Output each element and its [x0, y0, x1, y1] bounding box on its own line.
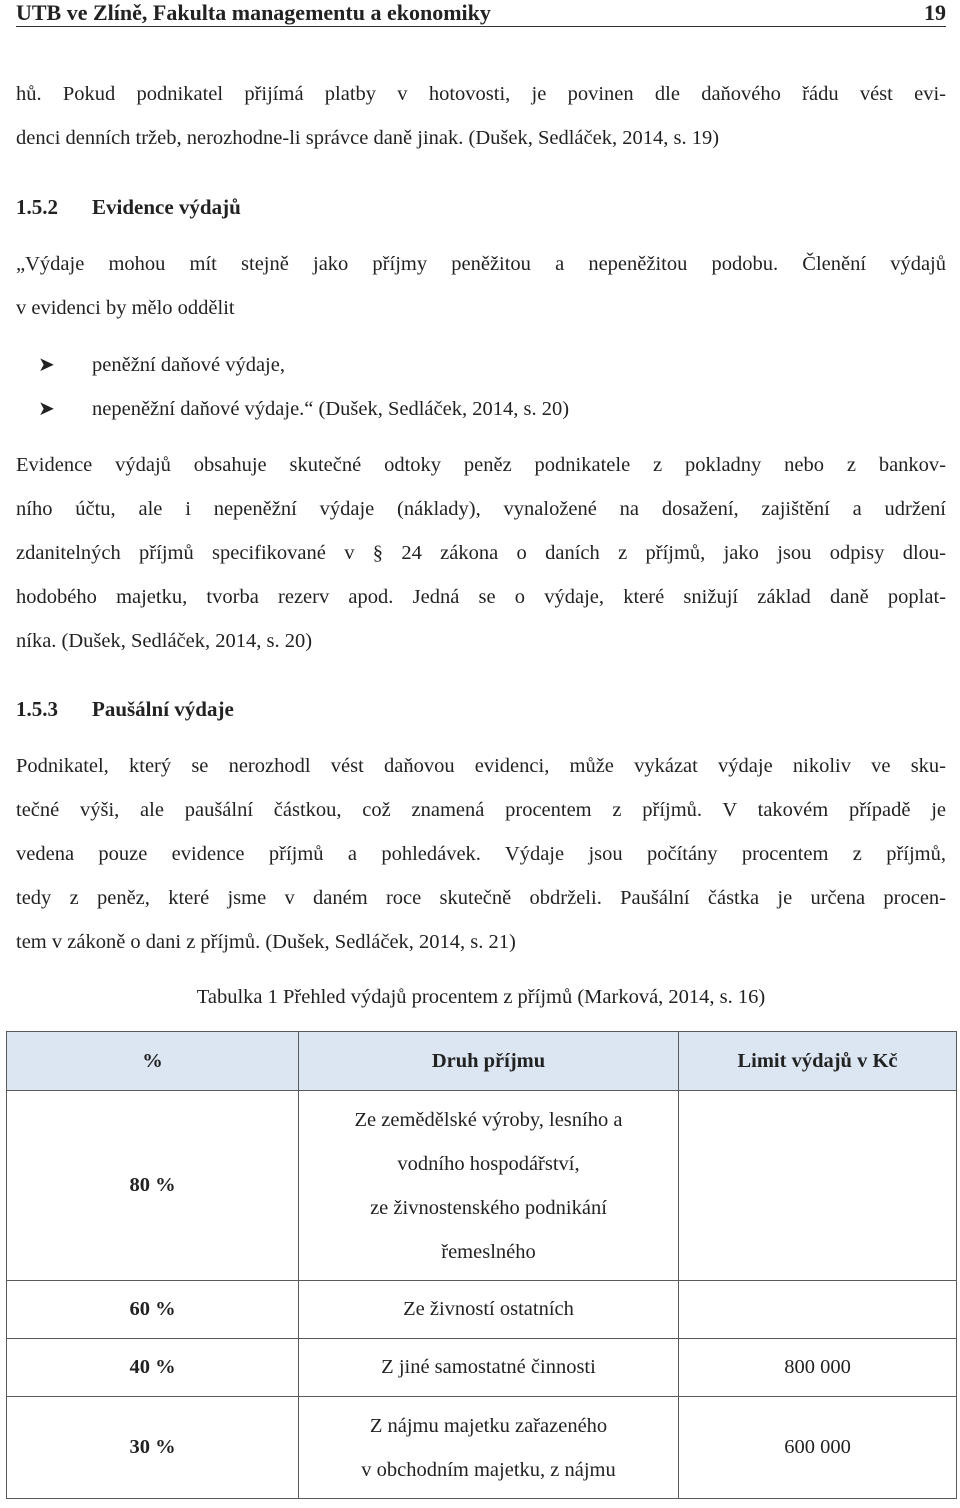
cell-line: řemeslného — [441, 1240, 536, 1263]
limit-cell — [679, 1091, 957, 1281]
percent-cell: 60 % — [7, 1281, 299, 1339]
table-row — [7, 1281, 957, 1339]
section-number: 1.5.3 — [16, 697, 58, 721]
table-row — [7, 1091, 957, 1281]
intro-paragraph — [16, 72, 946, 160]
table-caption: Tabulka 1 Přehled výdajů procentem z příjmů (Marková, 2014, s. 16) — [196, 986, 766, 1008]
section-heading-1-5-2 — [16, 192, 241, 222]
table-header-row — [7, 1032, 957, 1091]
text-line: hodobého majetku, tvorba rezerv apod. Jedná se o výdaje, které snižují základ daně poplat- — [16, 586, 946, 608]
text-line: hů. Pokud podnikatel přijímá platby v hotovosti, je povinen dle daňového řádu vést evi- — [16, 83, 946, 105]
list-item-text: peněžní daňové výdaje, — [92, 354, 285, 376]
cell-line: v obchodním majetku, z nájmu — [361, 1458, 616, 1481]
list-item-text: nepeněžní daňové výdaje.“ (Dušek, Sedláček, 2014, s. 20) — [92, 398, 570, 420]
list-item — [38, 387, 569, 431]
arrow-bullet-icon: ➤ — [38, 398, 55, 420]
section-title: Evidence výdajů — [92, 195, 241, 219]
section-heading-1-5-3 — [16, 694, 234, 724]
text-line: zdanitelných příjmů specifikované v § 24 zákona o daních z příjmů, jako jsou odpisy dlou- — [16, 542, 946, 564]
section-title: Paušální výdaje — [92, 697, 234, 721]
text-line: tem v zákoně o dani z příjmů. (Dušek, Sedláček, 2014, s. 21) — [16, 931, 516, 953]
text-line: ního účtu, ale i nepeněžní výdaje (náklady), vynaložené na dosažení, zajištění a udržení — [16, 498, 946, 520]
page-header — [16, 0, 946, 27]
text-line: Podnikatel, který se nerozhodl vést daňovou evidenci, může vykázat výdaje nikoliv ve sku- — [16, 755, 946, 777]
list-item — [38, 343, 569, 387]
percent-cell: 40 % — [7, 1339, 299, 1397]
cell-line: Ze zemědělské výroby, lesního a — [354, 1108, 623, 1131]
table-row — [7, 1397, 957, 1499]
druh-cell: Z jiné samostatné činnosti — [299, 1339, 679, 1397]
bullet-list — [38, 343, 569, 431]
text-line: denci denních tržeb, nerozhodne-li správce daně jinak. (Dušek, Sedláček, 2014, s. 19) — [16, 127, 720, 149]
cell-line: Z nájmu majetku zařazeného — [369, 1414, 608, 1437]
limit-cell — [679, 1281, 957, 1339]
table-row — [7, 1339, 957, 1397]
cell-line: ze živnostenského podnikání — [370, 1196, 607, 1219]
page-number: 19 — [924, 0, 946, 25]
cell-line: vodního hospodářství, — [397, 1152, 580, 1175]
text-line: tečné výši, ale paušální částkou, což znamená procentem z příjmů. V takovém případě je — [16, 799, 946, 821]
druh-cell — [299, 1091, 679, 1281]
text-line: „Výdaje mohou mít stejně jako příjmy peněžitou a nepeněžitou podobu. Členění výdajů — [16, 253, 946, 275]
druh-cell: Ze živností ostatních — [299, 1281, 679, 1339]
section-number: 1.5.2 — [16, 195, 58, 219]
header-cell-druh: Druh příjmu — [299, 1032, 679, 1091]
druh-cell — [299, 1397, 679, 1499]
text-line: v evidenci by mělo oddělit — [16, 297, 235, 319]
percent-cell: 80 % — [7, 1091, 299, 1281]
header-cell-percent: % — [7, 1032, 299, 1091]
arrow-bullet-icon: ➤ — [38, 354, 55, 376]
evidence-paragraph — [16, 443, 946, 663]
expense-table — [6, 1031, 957, 1499]
text-line: níka. (Dušek, Sedláček, 2014, s. 20) — [16, 630, 313, 652]
quote-paragraph — [16, 242, 946, 330]
text-line: tedy z peněz, které jsme v daném roce skutečně obdrželi. Paušální částka je určena procen- — [16, 887, 946, 909]
text-line: vedena pouze evidence příjmů a pohledávek. Výdaje jsou počítány procentem z příjmů, — [16, 843, 946, 865]
header-title: UTB ve Zlíně, Fakulta managementu a ekonomiky — [16, 0, 491, 25]
limit-cell: 600 000 — [679, 1397, 957, 1499]
text-line: Evidence výdajů obsahuje skutečné odtoky peněz podnikatele z pokladny nebo z bankov- — [16, 454, 946, 476]
limit-cell: 800 000 — [679, 1339, 957, 1397]
percent-cell: 30 % — [7, 1397, 299, 1499]
pausal-paragraph — [16, 744, 946, 964]
header-cell-limit: Limit výdajů v Kč — [679, 1032, 957, 1091]
